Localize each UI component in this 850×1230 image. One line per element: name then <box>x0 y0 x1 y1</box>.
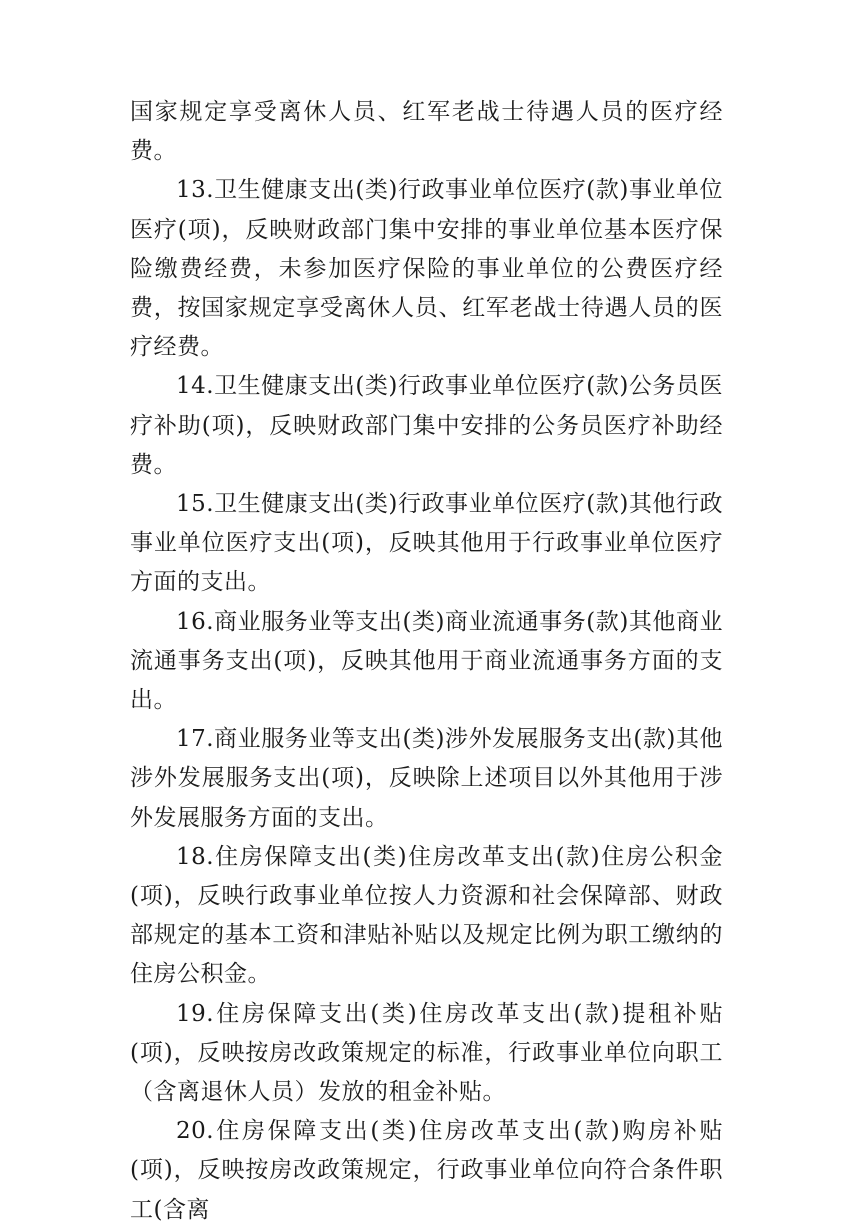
paragraph-item-18: 18.住房保障支出(类)住房改革支出(款)住房公积金(项)，反映行政事业单位按人力资源和社会保障部、财政部规定的基本工资和津贴补贴以及规定比例为职工缴纳的住房公积金。 <box>130 843 723 988</box>
paragraph-item-14: 14.卫生健康支出(类)行政事业单位医疗(款)公务员医疗补助(项)，反映财政部门集中安排的公务员医疗补助经费。 <box>130 373 723 478</box>
paragraph-continuation: 国家规定享受离休人员、红军老战士待遇人员的医疗经费。 <box>130 99 723 165</box>
paragraph-item-16: 16.商业服务业等支出(类)商业流通事务(款)其他商业流通事务支出(项)，反映其他用于商业流通事务方面的支出。 <box>130 608 723 714</box>
paragraph-item-17: 17.商业服务业等支出(类)涉外发展服务支出(款)其他涉外发展服务支出(项)，反映除上述项目以外其他用于涉外发展服务方面的支出。 <box>130 726 723 831</box>
paragraph-item-15: 15.卫生健康支出(类)行政事业单位医疗(款)其他行政事业单位医疗支出(项)，反映其他用于行政事业单位医疗方面的支出。 <box>130 491 723 596</box>
paragraph-item-20: 20.住房保障支出(类)住房改革支出(款)购房补贴(项)，反映按房改政策规定，行政事业单位向符合条件职工(含离 <box>130 1118 723 1223</box>
paragraph-item-19: 19.住房保障支出(类)住房改革支出(款)提租补贴(项)，反映按房改政策规定的标准，行政事业单位向职工（含离退休人员）发放的租金补贴。 <box>130 1000 723 1106</box>
document-body <box>130 93 723 1230</box>
paragraph-item-13: 13.卫生健康支出(类)行政事业单位医疗(款)事业单位医疗(项)，反映财政部门集中安排的事业单位基本医疗保险缴费经费，未参加医疗保险的事业单位的公费医疗经费，按国家规定享受离休人员、红军老战士待遇人员的医疗经费。 <box>130 177 723 361</box>
